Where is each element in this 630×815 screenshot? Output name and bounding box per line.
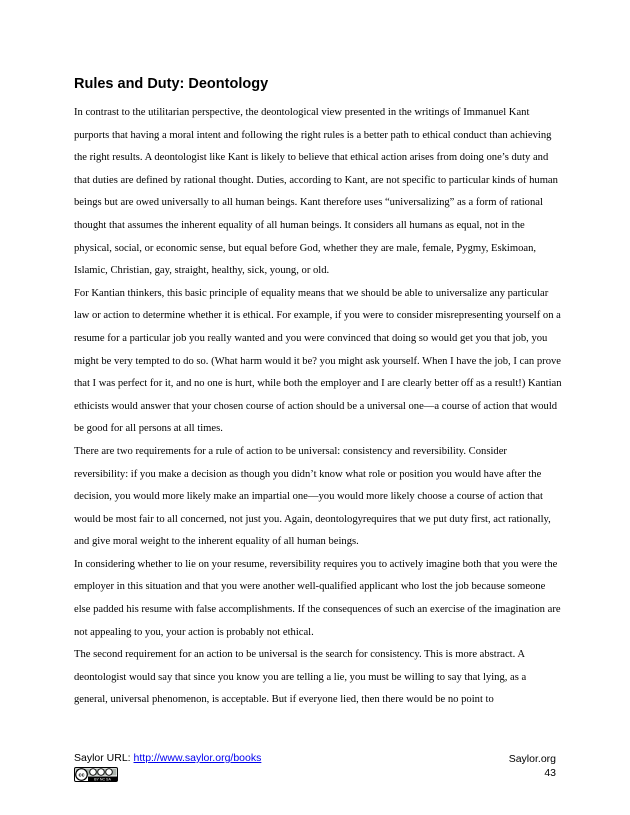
footer-url-label: Saylor URL: xyxy=(74,752,134,764)
paragraph-5: The second requirement for an action to be universal is the search for consistency. This is more abstract. A deontologist would say that since you know you are telling a lie, you must be willing to say that lying, as a general, universal phenomenon, is acceptable. But if everyone lied, then there would be no point to xyxy=(74,649,527,706)
svg-text:cc: cc xyxy=(78,772,85,779)
paragraph-2: For Kantian thinkers, this basic principle of equality means that we should be able to universalize any particular law or action to determine whether it is ethical. For example, if you were to consider misrepresenting yourself on a resume for a particular job you really wanted and you were convinced that doing so would get you that job, you might be very tempted to do so. (What harm would it be? you might ask yourself. When I have the job, I can prove that I was perfect for it, and no one is hurt, while both the employer and I are clearly better off as a result!) Kantian ethicists would answer that your chosen course of action should be a universal one—a course of action that would be good for all persons at all times. xyxy=(74,287,562,435)
page-number: 43 xyxy=(544,767,556,779)
footer-url xyxy=(74,752,261,764)
paragraph-1: In contrast to the utilitarian perspective, the deontological view presented in the writings of Immanuel Kant purports that having a moral intent and following the right rules is a better path to ethical conduct than achieving the right results. A deontologist like Kant is likely to believe that ethical action arises from doing one’s duty and that duties are defined by rational thought. Duties, according to Kant, are not specific to particular kinds of human beings but are owed universally to all human beings. Kant therefore uses “universalizing” as a form of rational thought that assumes the inherent equality of all human beings. It considers all humans as equal, not in the physical, social, or economic sense, but equal before God, whether they are male, female, Pygmy, Eskimoan, Islamic, Christian, gay, straight, healthy, sick, young, or old. xyxy=(74,107,558,277)
creative-commons-license-icon xyxy=(74,767,118,782)
license-badge-text: BY NC SA xyxy=(94,777,111,782)
footer-right xyxy=(509,752,556,780)
paragraph-3: There are two requirements for a rule of action to be universal: consistency and reversibility. Consider reversibility: if you make a decision as though you didn’t know what role or position you would have after the decision, you would more likely make an impartial one—you would more likely choose a course of action that would be most fair to all concerned, not just you. Again, deontologyrequires that we put duty first, act rationally, and give moral weight to the inherent equality of all human beings. xyxy=(74,445,551,548)
body-text xyxy=(74,102,562,712)
paragraph-4: In considering whether to lie on your resume, reversibility requires you to actively imagine both that you were the employer in this situation and that you were another well-qualified applicant who lost the job because someone else padded his resume with false accomplishments. If the consequences of such an exercise of the imagination are not appealing to you, your action is probably not ethical. xyxy=(74,558,561,638)
footer-site: Saylor.org xyxy=(508,753,556,765)
section-heading: Rules and Duty: Deontology xyxy=(74,76,269,92)
footer-url-link[interactable]: http://www.saylor.org/books xyxy=(133,752,262,764)
